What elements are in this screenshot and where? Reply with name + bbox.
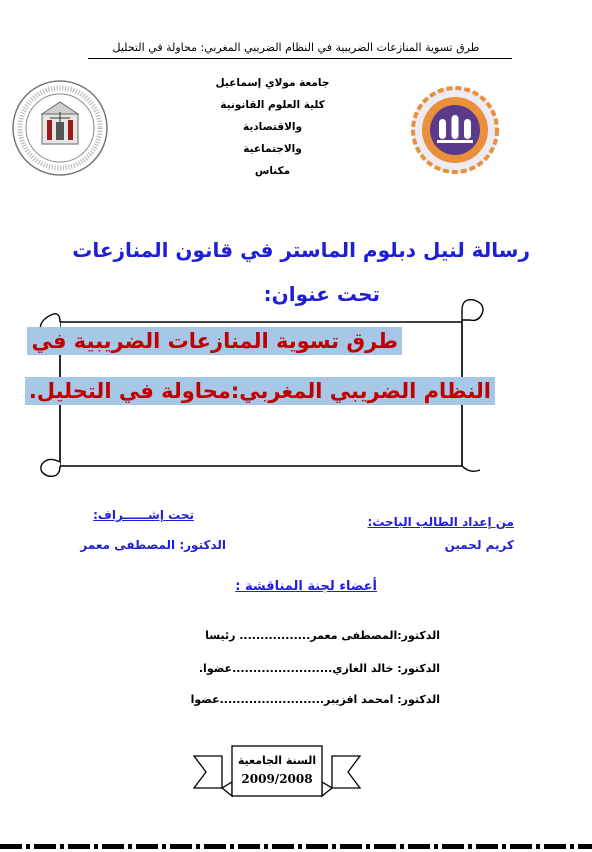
scroll-title-line2: النظام الضريبي المغربي:محاولة في التحليل. [25, 377, 495, 405]
academic-year-label: السنة الجامعية [237, 754, 317, 767]
university-name: جامعة مولاي إسماعيل [215, 77, 330, 89]
supervision-label: تحت إشــــــراف: [93, 508, 194, 522]
university-block [200, 72, 345, 182]
jury-member: الدكتور:المصطفى معمر................. رئيسا [205, 629, 440, 642]
supervisor-name: الدكتور: المصطفى معمر [80, 538, 226, 552]
student-name: كريم لحمين [444, 538, 514, 552]
footer-rule [0, 844, 592, 849]
jury-member: الدكتور: خالد الغازي........................عضوا. [198, 662, 440, 675]
faculty-seal-logo [10, 78, 110, 178]
running-head: طرق تسوية المنازعات الضريبية في النظام الضريبي المغربي: محاولة في التحليل [112, 41, 480, 54]
scroll-title-line1: طرق تسوية المنازعات الضريبية في [27, 327, 402, 355]
jury-member: الدكتور: امحمد اقزيبر.........................عضوا [190, 693, 440, 706]
university-logo [410, 85, 500, 175]
city: مكناس [254, 165, 291, 177]
thesis-title: رسالة لنيل دبلوم الماستر في قانون المنازعات [72, 238, 530, 262]
jury-title: أعضاء لجنة المناقشة : [235, 579, 377, 594]
subtitle: تحت عنوان: [263, 282, 380, 306]
academic-year-value: 2009/2008 [241, 772, 313, 786]
header-rule [88, 58, 512, 59]
faculty-line1: كلية العلوم القانونية والاقتصادية [220, 99, 325, 133]
faculty-line2: والاجتماعية [243, 143, 302, 155]
student-label: من إعداد الطالب الباحث: [367, 515, 514, 529]
